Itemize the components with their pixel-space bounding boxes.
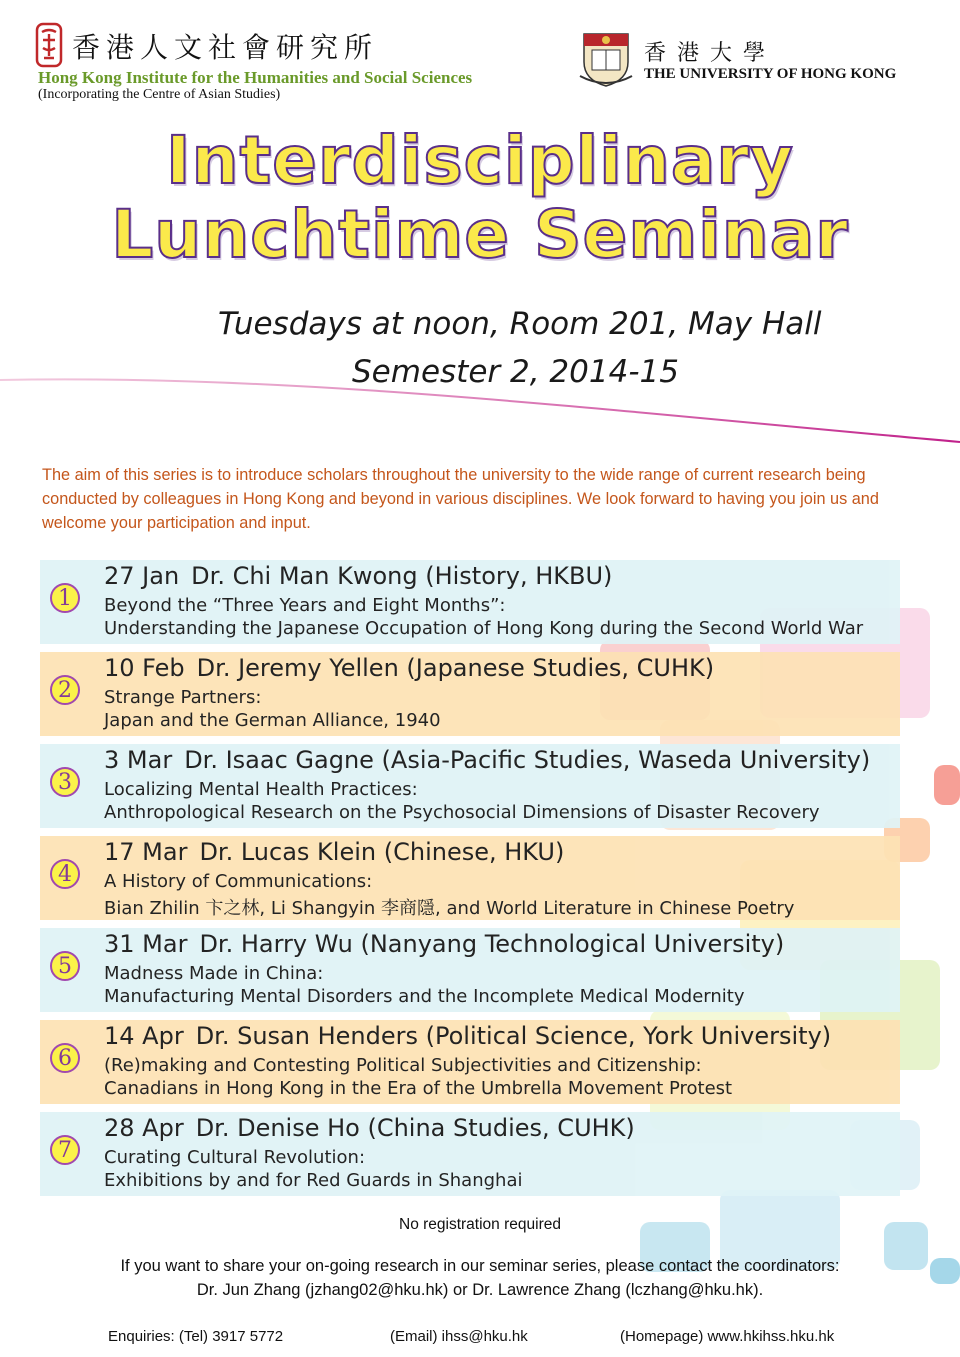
seminar-title-line-1: (Re)making and Contesting Political Subjectivities and Citizenship:: [104, 1055, 702, 1076]
seminar-row: [40, 744, 900, 828]
seminar-heading: [104, 930, 784, 958]
decorative-swoosh: [0, 370, 960, 450]
seminar-heading: [104, 746, 870, 774]
no-registration-note: No registration required: [399, 1216, 561, 1233]
seminar-row: [40, 1112, 900, 1196]
seminar-row: [40, 836, 900, 920]
seminar-date: 27 Jan: [104, 562, 180, 590]
enquiry-homepage: (Homepage) www.hkihss.hku.hk: [620, 1328, 835, 1345]
seminar-number-badge: 3: [50, 767, 80, 797]
hku-crest-logo: [578, 28, 634, 90]
seminar-title-line-2: Japan and the German Alliance, 1940: [104, 710, 441, 731]
seminar-date: 31 Mar: [104, 930, 188, 958]
seminar-speaker: Dr. Jeremy Yellen (Japanese Studies, CUHK): [196, 654, 715, 682]
hkihss-english-name: Hong Kong Institute for the Humanities and Social Sciences: [38, 68, 473, 87]
seminar-heading: [104, 654, 714, 682]
seminar-title-line-2: Anthropological Research on the Psychosocial Dimensions of Disaster Recovery: [104, 802, 820, 823]
intro-paragraph: The aim of this series is to introduce scholars throughout the university to the wide range of current research being conducted by colleagues in Hong Kong and beyond in various disciplines. We look forward to having you join us and welcome your participation and input.: [42, 466, 879, 532]
seminar-heading: [104, 1114, 635, 1142]
deco-square: [934, 765, 960, 805]
seminar-row: [40, 652, 900, 736]
seminar-row: [40, 560, 900, 644]
seminar-speaker: Dr. Isaac Gagne (Asia-Pacific Studies, Waseda University): [184, 746, 871, 774]
seminar-speaker: Dr. Denise Ho (China Studies, CUHK): [195, 1114, 635, 1142]
seminar-number-badge: 4: [50, 859, 80, 889]
contact-line-1: If you want to share your on-going research in our seminar series, please contact the coordinators:: [120, 1257, 840, 1275]
seminar-row: [40, 928, 900, 1012]
seminar-title-line-2: Understanding the Japanese Occupation of Hong Kong during the Second World War: [104, 618, 864, 639]
seminar-number-badge: 1: [50, 583, 80, 613]
seminar-row: [40, 1020, 900, 1104]
seminar-heading: [104, 1022, 831, 1050]
seminar-number-badge: 7: [50, 1135, 80, 1165]
seminar-date: 28 Apr: [104, 1114, 184, 1142]
seminar-number-badge: 5: [50, 951, 80, 981]
contact-line-2: Dr. Jun Zhang (jzhang02@hku.hk) or Dr. Lawrence Zhang (lczhang@hku.hk).: [196, 1281, 764, 1299]
seminar-title-line-1: Localizing Mental Health Practices:: [104, 779, 418, 800]
seminar-title-line-1: A History of Communications:: [104, 871, 373, 892]
semester: Semester 2, 2014-15: [352, 354, 679, 390]
seminar-title-line-1: Beyond the “Three Years and Eight Months”:: [104, 595, 506, 616]
seminar-speaker: Dr. Chi Man Kwong (History, HKBU): [191, 562, 613, 590]
title-line-1: Interdisciplinary: [166, 122, 794, 199]
seminar-date: 3 Mar: [104, 746, 173, 774]
seminar-date: 10 Feb: [104, 654, 185, 682]
seminar-title-line-1: Strange Partners:: [104, 687, 262, 708]
seminar-number-badge: 2: [50, 675, 80, 705]
seminar-heading: [104, 562, 612, 590]
seminar-title-line-1: Curating Cultural Revolution:: [104, 1147, 366, 1168]
hku-chinese-name: 香港大學: [644, 41, 777, 66]
hkihss-seal-logo: [34, 22, 64, 68]
hkihss-subtitle: (Incorporating the Centre of Asian Studies): [38, 87, 281, 102]
title-line-2: Lunchtime Seminar: [111, 196, 849, 273]
hkihss-chinese-name: 香港人文社會研究所: [72, 31, 379, 64]
seminar-title-line-1: Madness Made in China:: [104, 963, 324, 984]
seminar-speaker: Dr. Susan Henders (Political Science, York University): [195, 1022, 832, 1050]
enquiry-tel: Enquiries: (Tel) 3917 5772: [108, 1328, 284, 1345]
seminar-title-line-2: Exhibitions by and for Red Guards in Shanghai: [104, 1170, 523, 1191]
seminar-date: 17 Mar: [104, 838, 188, 866]
seminar-speaker: Dr. Harry Wu (Nanyang Technological University): [199, 930, 785, 958]
seminar-title-line-2: Canadians in Hong Kong in the Era of the Umbrella Movement Protest: [104, 1078, 733, 1099]
seminar-number-badge: 6: [50, 1043, 80, 1073]
schedule-location: Tuesdays at noon, Room 201, May Hall: [218, 306, 822, 342]
seminar-date: 14 Apr: [104, 1022, 184, 1050]
seminar-title-line-2: Manufacturing Mental Disorders and the Incomplete Medical Modernity: [104, 986, 745, 1007]
seminar-speaker: Dr. Lucas Klein (Chinese, HKU): [199, 838, 565, 866]
hku-english-name: THE UNIVERSITY OF HONG KONG: [644, 66, 897, 82]
seminar-title-line-2: Bian Zhilin 卞之林, Li Shangyin 李商隱, and World Literature in Chinese Poetry: [104, 898, 795, 919]
seminar-heading: [104, 838, 564, 866]
enquiry-email: (Email) ihss@hku.hk: [390, 1328, 528, 1345]
